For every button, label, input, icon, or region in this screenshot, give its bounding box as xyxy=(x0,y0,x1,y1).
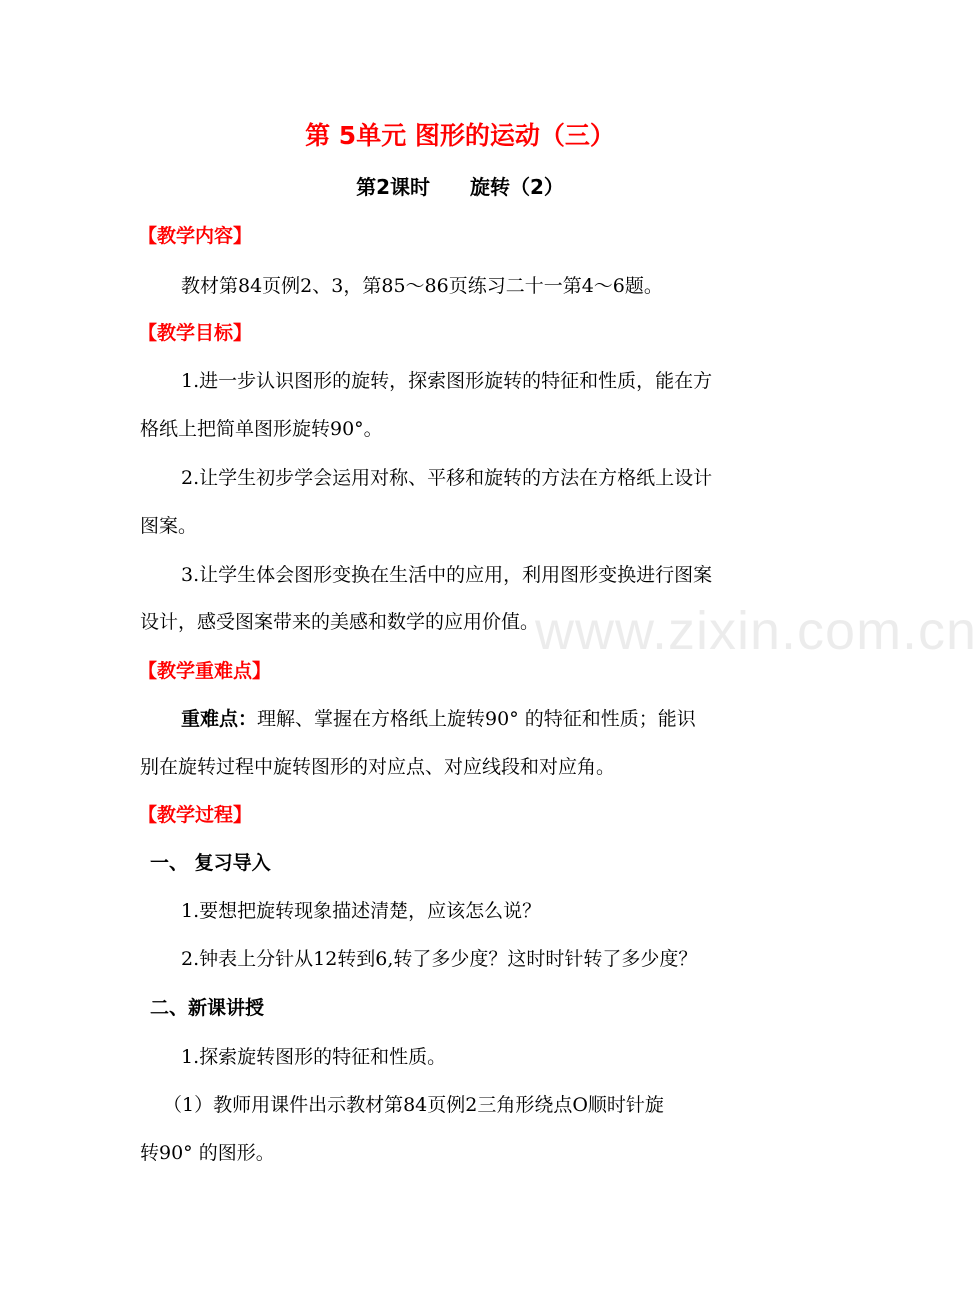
page-title: 第 5单元 图形的运动（三） xyxy=(305,121,615,150)
goal-2-line-2: 图案。 xyxy=(140,515,198,537)
lesson-number: 第2课时 xyxy=(356,175,430,199)
part-1-heading: 一、 复习导入 xyxy=(150,852,271,874)
key-points-label: 重难点： xyxy=(181,708,258,730)
watermark-text: www.zixin.com.cn xyxy=(535,601,977,661)
step-1a-line-2: 转90° 的图形。 xyxy=(140,1142,275,1164)
review-question-2: 2.钟表上分针从12转到6,转了多少度？这时时针转了多少度？ xyxy=(181,948,698,970)
review-question-1: 1.要想把旋转现象描述清楚，应该怎么说？ xyxy=(181,900,542,922)
part-2-heading: 二、新课讲授 xyxy=(150,997,265,1019)
section-heading-process: 【教学过程】 xyxy=(138,804,253,826)
goal-3-line-1: 3.让学生体会图形变换在生活中的应用，利用图形变换进行图案 xyxy=(181,564,713,586)
goal-2-line-1: 2.让学生初步学会运用对称、平移和旋转的方法在方格纸上设计 xyxy=(181,467,713,489)
section-heading-key-points: 【教学重难点】 xyxy=(138,660,272,682)
key-points-line-2: 别在旋转过程中旋转图形的对应点、对应线段和对应角。 xyxy=(140,756,616,778)
step-1: 1.探索旋转图形的特征和性质。 xyxy=(181,1046,447,1068)
key-points-text: 理解、掌握在方格纸上旋转90° 的特征和性质；能识 xyxy=(257,708,696,730)
goal-3-line-2: 设计，感受图案带来的美感和数学的应用价值。 xyxy=(140,611,540,633)
goal-1-line-1: 1.进一步认识图形的旋转，探索图形旋转的特征和性质，能在方 xyxy=(181,370,713,392)
key-points-line-1 xyxy=(181,704,696,731)
section-heading-goals: 【教学目标】 xyxy=(138,322,253,344)
lesson-topic: 旋转（2） xyxy=(470,175,564,199)
lesson-subtitle xyxy=(0,171,920,200)
content-text: 教材第84页例2、3，第85～86页练习二十一第4～6题。 xyxy=(181,275,663,297)
step-1a-line-1: （1）教师用课件出示教材第84页例2三角形绕点O顺时针旋 xyxy=(163,1094,664,1116)
goal-1-line-2: 格纸上把简单图形旋转90°。 xyxy=(140,418,383,440)
section-heading-content: 【教学内容】 xyxy=(138,225,253,247)
